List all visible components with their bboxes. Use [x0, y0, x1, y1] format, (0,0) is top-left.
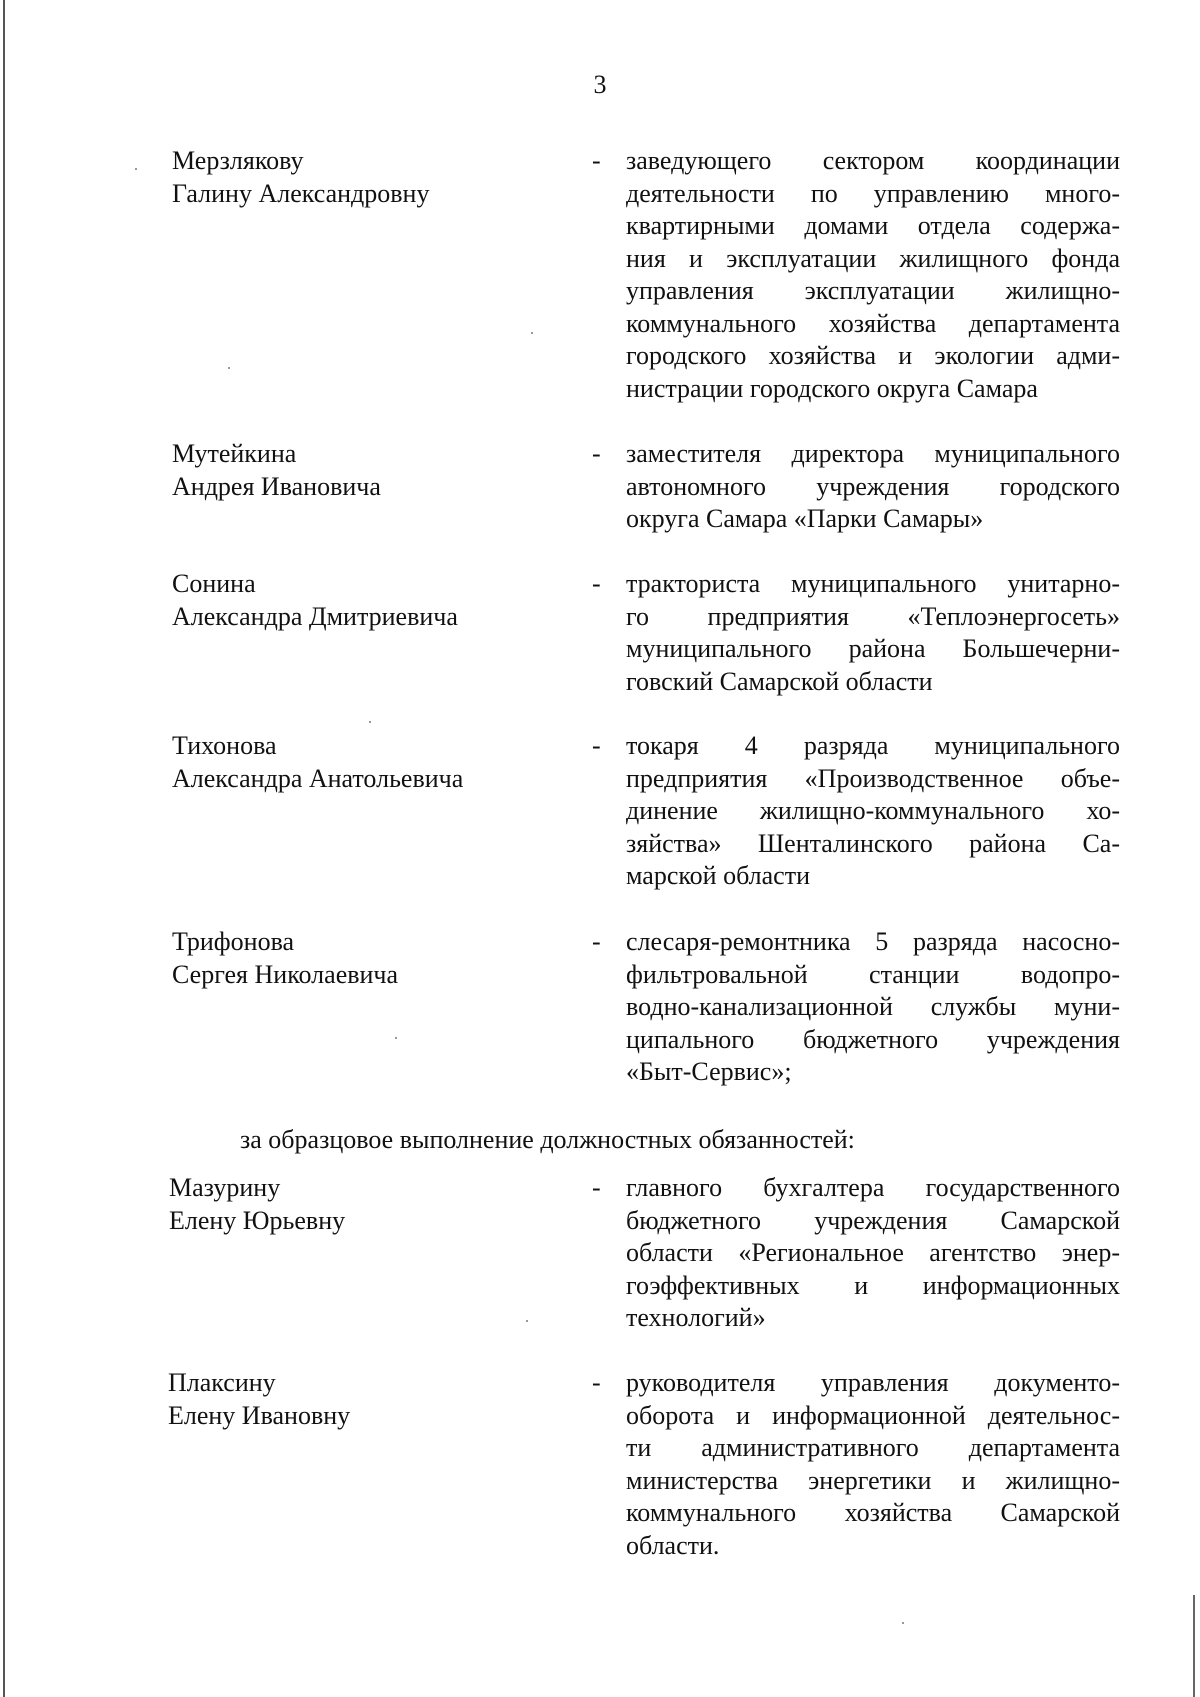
surname: Мутейкина	[172, 439, 297, 468]
position-line: области «Региональное агентство энер-	[626, 1238, 1120, 1267]
position-line: руководителя управления документо-	[626, 1368, 1120, 1397]
position-line: управления эксплуатации жилищно-	[626, 276, 1120, 305]
position-line: заведующего сектором координации	[626, 146, 1120, 175]
job-position	[626, 568, 1120, 698]
dash: -	[592, 146, 601, 175]
job-position	[626, 145, 1120, 405]
scan-speck	[369, 721, 371, 723]
dash: -	[592, 439, 601, 468]
position-line: фильтровальной станции водопро-	[626, 959, 1120, 989]
position-line: ти административного департамента	[626, 1433, 1120, 1462]
position-line: министерства энергетики и жилищно-	[626, 1465, 1120, 1495]
position-line: марской области	[626, 861, 810, 890]
position-line: квартирными домами отдела содержа-	[626, 211, 1120, 240]
position-line: «Быт-Сервис»;	[626, 1057, 792, 1086]
position-line: области.	[626, 1530, 720, 1560]
given-names: Елену Ивановну	[168, 1400, 351, 1430]
scan-speck	[395, 1037, 397, 1039]
scan-speck	[526, 1320, 528, 1322]
position-line: предприятия «Производственное объе-	[626, 763, 1120, 793]
position-line: водно-канализационной службы муни-	[626, 992, 1120, 1021]
surname: Мазурину	[169, 1173, 281, 1202]
given-names: Александра Анатольевича	[172, 763, 464, 793]
person-name	[172, 438, 572, 503]
given-names: Елену Юрьевну	[169, 1205, 346, 1235]
position-line: го предприятия «Теплоэнергосеть»	[626, 601, 1120, 631]
position-line: автономного учреждения городского	[626, 471, 1120, 501]
position-line: городского хозяйства и экологии адми-	[626, 341, 1120, 370]
scan-speck	[531, 332, 533, 334]
given-names: Галину Александровну	[172, 178, 430, 208]
job-position	[626, 438, 1120, 536]
position-line: нистрации городского округа Самара	[626, 373, 1038, 403]
person-name	[168, 1367, 568, 1432]
position-line: зяйства» Шенталинского района Са-	[626, 828, 1120, 858]
job-position	[626, 1367, 1120, 1562]
section-title: за образцовое выполнение должностных обязанностей:	[240, 1125, 855, 1154]
page-number: 3	[593, 70, 607, 99]
position-line: коммунального хозяйства департамента	[626, 308, 1120, 338]
position-line: коммунального хозяйства Самарской	[626, 1498, 1120, 1527]
position-line: слесаря-ремонтника 5 разряда насосно-	[626, 927, 1120, 956]
dash: -	[592, 1368, 601, 1397]
position-line: деятельности по управлению много-	[626, 178, 1120, 208]
scan-speck	[135, 168, 137, 170]
position-line: муниципального района Большечерни-	[626, 634, 1120, 663]
job-position	[626, 730, 1120, 893]
person-name	[172, 145, 572, 210]
person-name	[169, 1172, 569, 1237]
person-name	[172, 568, 572, 633]
dash: -	[592, 927, 601, 956]
scan-speck	[902, 1622, 904, 1624]
surname: Плаксину	[168, 1368, 276, 1397]
position-line: главного бухгалтера государственного	[626, 1173, 1120, 1202]
position-line: гоэффективных и информационных	[626, 1270, 1120, 1300]
surname: Мерзлякову	[172, 146, 304, 175]
given-names: Сергея Николаевича	[172, 959, 399, 989]
surname: Тихонова	[172, 731, 277, 760]
position-line: динение жилищно-коммунального хо-	[626, 796, 1120, 825]
position-line: тракториста муниципального унитарно-	[626, 569, 1120, 598]
position-line: оборота и информационной деятельнос-	[626, 1400, 1120, 1430]
surname: Трифонова	[172, 927, 295, 956]
position-line: говский Самарской области	[626, 666, 933, 696]
position-line: заместителя директора муниципального	[626, 439, 1120, 468]
given-names: Андрея Ивановича	[172, 471, 381, 501]
position-line: токаря 4 разряда муниципального	[626, 731, 1120, 760]
given-names: Александра Дмитриевича	[172, 601, 458, 631]
person-name	[172, 730, 572, 795]
position-line: технологий»	[626, 1303, 766, 1332]
surname: Сонина	[172, 569, 256, 598]
dash: -	[592, 569, 601, 598]
job-position	[626, 1172, 1120, 1335]
position-line: округа Самара «Парки Самары»	[626, 504, 984, 533]
scan-speck	[228, 367, 230, 369]
scan-edge-right	[1193, 1595, 1195, 1697]
job-position	[626, 926, 1120, 1089]
position-line: ния и эксплуатации жилищного фонда	[626, 243, 1120, 273]
person-name	[172, 926, 572, 991]
position-line: бюджетного учреждения Самарской	[626, 1205, 1120, 1235]
dash: -	[592, 1173, 601, 1202]
scan-edge-left	[3, 0, 5, 1697]
dash: -	[592, 731, 601, 760]
position-line: ципального бюджетного учреждения	[626, 1024, 1120, 1054]
